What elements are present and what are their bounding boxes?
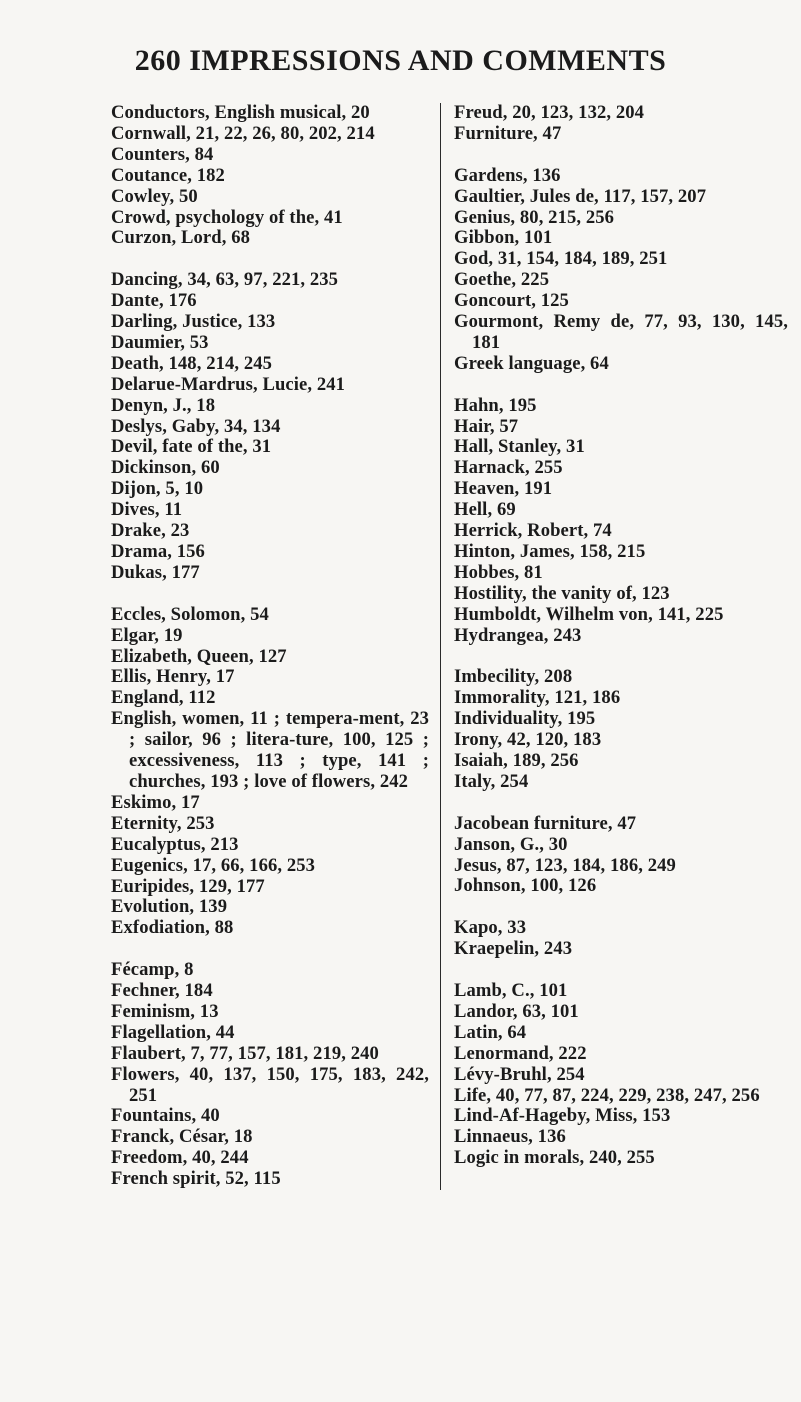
index-entry: Immorality, 121, 186 [454, 687, 621, 709]
index-entry: Drama, 156 [111, 541, 205, 563]
index-entry: Elizabeth, Queen, 127 [111, 645, 287, 667]
index-letter-group [111, 605, 429, 940]
page-title: IMPRESSIONS AND COMMENTS [189, 44, 667, 77]
index-entry: Lévy-Bruhl, 254 [454, 1063, 585, 1085]
index-entry: Herrick, Robert, 74 [454, 520, 612, 542]
index-entry: Fécamp, 8 [111, 959, 194, 981]
index-entry: Devil, fate of the, 31 [111, 436, 272, 458]
index-entry: Hahn, 195 [454, 394, 537, 416]
index-entry: Coutance, 182 [111, 164, 225, 186]
index-entry: Gardens, 136 [454, 164, 561, 186]
index-entry: Humboldt, Wilhelm von, 141, 225 [454, 603, 724, 625]
index-entry: Individuality, 195 [454, 708, 596, 730]
index-entry: Evolution, 139 [111, 896, 228, 918]
index-entry: Curzon, Lord, 68 [111, 227, 250, 249]
index-letter-group [454, 918, 788, 960]
index-entry: Freud, 20, 123, 132, 204 [454, 102, 645, 123]
index-entry: Goethe, 225 [454, 269, 550, 291]
index-entry: Hall, Stanley, 31 [454, 436, 585, 458]
index-entry: Feminism, 13 [111, 1000, 219, 1022]
index-entry: Conductors, English musical, 20 [111, 102, 370, 123]
index-entry: French spirit, 52, 115 [111, 1168, 281, 1190]
index-entry: Gaultier, Jules de, 117, 157, 207 [454, 185, 707, 207]
index-entry: Eskimo, 17 [111, 791, 200, 813]
index-entry: Latin, 64 [454, 1021, 527, 1043]
index-entry: Exfodiation, 88 [111, 917, 234, 939]
index-entry: English, women, 11 ; tempera-ment, 23 ; sailor, 96 ; litera-ture, 100, 125 ; excessiveness, 113 ; type, 141 ; churches, 193 ; love of flowers, 242 [111, 708, 429, 792]
index-entry: Fechner, 184 [111, 980, 213, 1002]
index-entry: Greek language, 64 [454, 352, 609, 374]
index-entry: Hostility, the vanity of, 123 [454, 582, 670, 604]
index-entry: Heaven, 191 [454, 478, 553, 500]
index-entry: Cornwall, 21, 22, 26, 80, 202, 214 [111, 122, 375, 144]
index-letter-group [454, 814, 788, 898]
index-entry: Flaubert, 7, 77, 157, 181, 219, 240 [111, 1042, 379, 1064]
index-letter-group [111, 270, 429, 584]
index-entry: Hobbes, 81 [454, 561, 543, 583]
index-entry: Furniture, 47 [454, 122, 562, 144]
index-entry: Logic in morals, 240, 255 [454, 1147, 655, 1169]
index-entry: Counters, 84 [111, 143, 214, 165]
index-entry: Jacobean furniture, 47 [454, 812, 637, 834]
index-letter-group [454, 981, 788, 1169]
page-header [0, 44, 801, 78]
index-entry: Imbecility, 208 [454, 666, 573, 688]
index-entry: Kapo, 33 [454, 917, 527, 939]
index-entry: Darling, Justice, 133 [111, 311, 276, 333]
index-entry: Dijon, 5, 10 [111, 478, 204, 500]
index-entry: Johnson, 100, 126 [454, 875, 597, 897]
index-entry: Delarue-Mardrus, Lucie, 241 [111, 373, 346, 395]
index-entry: Kraepelin, 243 [454, 938, 573, 960]
index-letter-group [454, 667, 788, 792]
index-entry: Lamb, C., 101 [454, 979, 568, 1001]
index-entry: Cowley, 50 [111, 185, 198, 207]
index-entry: Gibbon, 101 [454, 227, 553, 249]
index-entry: Hair, 57 [454, 415, 519, 437]
index-entry: Eternity, 253 [111, 812, 215, 834]
index-letter-group [454, 103, 788, 145]
index-entry: Eccles, Solomon, 54 [111, 603, 269, 625]
index-entry: Dickinson, 60 [111, 457, 220, 479]
index-entry: Hell, 69 [454, 499, 516, 521]
index-entry: Lind-Af-Hageby, Miss, 153 [454, 1105, 671, 1127]
index-entry: Gourmont, Remy de, 77, 93, 130, 145, 181 [454, 311, 788, 353]
index-entry: Goncourt, 125 [454, 290, 569, 312]
index-entry: Irony, 42, 120, 183 [454, 729, 602, 751]
index-entry: England, 112 [111, 687, 216, 709]
index-entry: Drake, 23 [111, 520, 190, 542]
index-entry: Genius, 80, 215, 256 [454, 206, 615, 228]
index-entry: Lenormand, 222 [454, 1042, 587, 1064]
index-letter-group [454, 396, 788, 647]
index-letter-group [111, 103, 429, 249]
index-letter-group [111, 960, 429, 1190]
index-entry: Eucalyptus, 213 [111, 833, 239, 855]
index-entry: Linnaeus, 136 [454, 1126, 566, 1148]
index-entry: Italy, 254 [454, 770, 529, 792]
index-entry: Flowers, 40, 137, 150, 175, 183, 242, 251 [111, 1063, 429, 1106]
index-entry: Dives, 11 [111, 499, 183, 521]
index-column-left [111, 103, 429, 1211]
index-entry: Life, 40, 77, 87, 224, 229, 238, 247, 256 [454, 1084, 760, 1106]
index-entry: Janson, G., 30 [454, 833, 568, 855]
index-entry: Death, 148, 214, 245 [111, 352, 273, 374]
index-entry: Landor, 63, 101 [454, 1000, 579, 1022]
index-entry: Daumier, 53 [111, 331, 209, 353]
index-entry: Euripides, 129, 177 [111, 875, 265, 897]
page-number: 260 [134, 44, 182, 77]
index-letter-group [454, 166, 788, 375]
index-column-right [440, 103, 788, 1190]
index-entry: Freedom, 40, 244 [111, 1147, 249, 1169]
index-entry: Deslys, Gaby, 34, 134 [111, 415, 281, 437]
index-entry: Jesus, 87, 123, 184, 186, 249 [454, 854, 676, 876]
index-entry: God, 31, 154, 184, 189, 251 [454, 248, 668, 270]
index-entry: Dante, 176 [111, 290, 197, 312]
index-entry: Eugenics, 17, 66, 166, 253 [111, 854, 316, 876]
index-entry: Dukas, 177 [111, 561, 200, 583]
index-entry: Dancing, 34, 63, 97, 221, 235 [111, 269, 339, 291]
index-entry: Harnack, 255 [454, 457, 563, 479]
index-entry: Denyn, J., 18 [111, 394, 216, 416]
index-entry: Franck, César, 18 [111, 1126, 253, 1148]
index-entry: Ellis, Henry, 17 [111, 666, 235, 688]
index-entry: Hinton, James, 158, 215 [454, 541, 646, 562]
index-entry: Isaiah, 189, 256 [454, 750, 579, 772]
index-entry: Elgar, 19 [111, 624, 183, 646]
index-entry: Fountains, 40 [111, 1105, 220, 1127]
index-entry: Crowd, psychology of the, 41 [111, 206, 343, 228]
index-entry: Flagellation, 44 [111, 1021, 235, 1043]
index-entry: Hydrangea, 243 [454, 624, 582, 646]
